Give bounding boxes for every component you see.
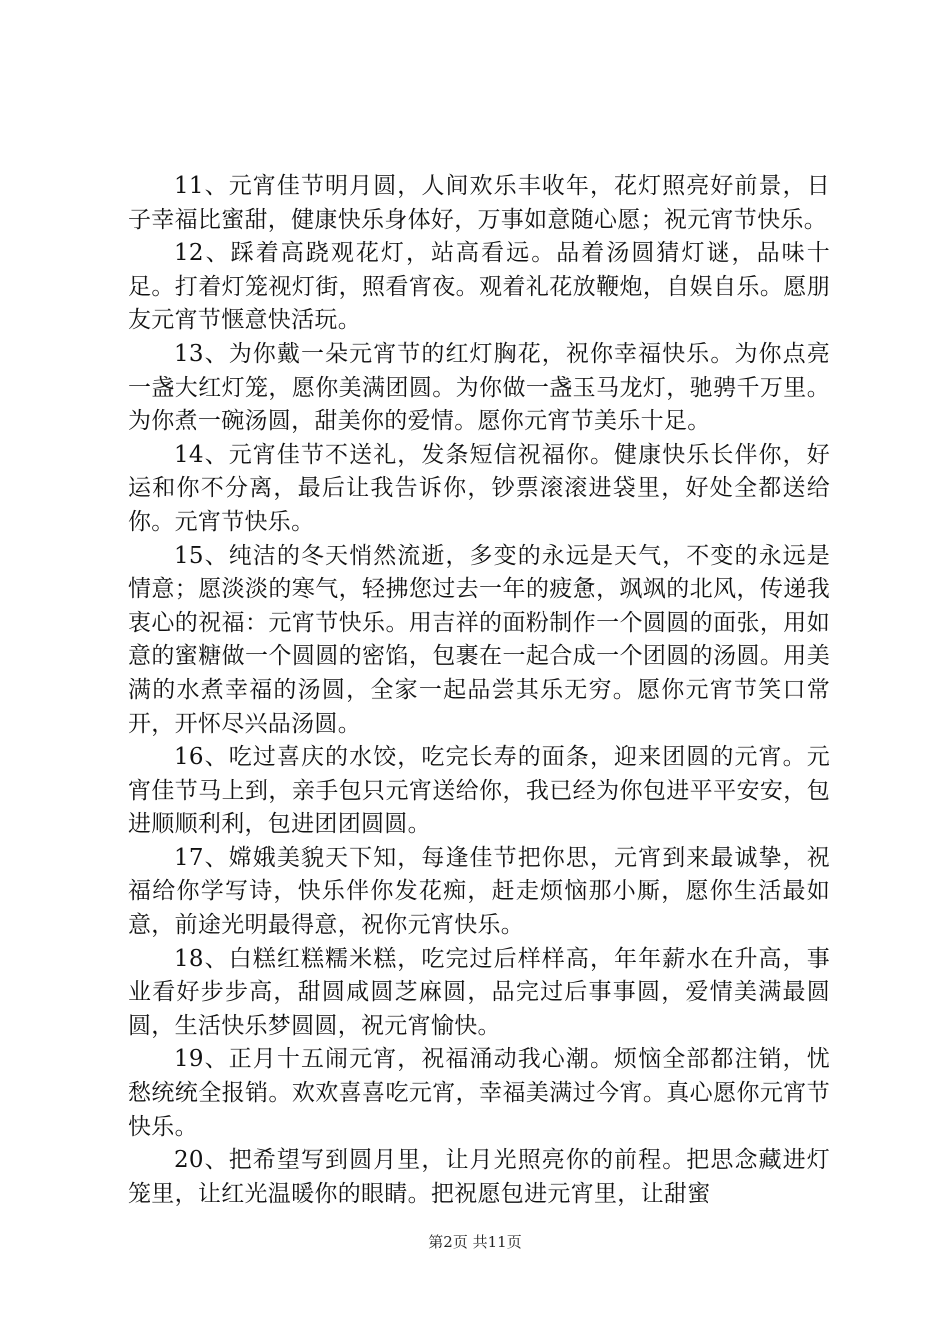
paragraph-13: 13、为你戴一朵元宵节的红灯胸花，祝你幸福快乐。为你点亮一盏大红灯笼，愿你美满团圆。为你做一盏玉马龙灯，驰骋千万里。为你煮一碗汤圆，甜美你的爱情。愿你元宵节美乐十足。 [128,340,830,435]
paragraph-18: 18、白糕红糕糯米糕，吃完过后样样高，年年薪水在升高，事业看好步步高，甜圆咸圆芝麻圆，品完过后事事圆，爱情美满最圆圆，生活快乐梦圆圆，祝元宵愉快。 [128,945,830,1039]
paragraph-11: 11、元宵佳节明月圆，人间欢乐丰收年，花灯照亮好前景，日子幸福比蜜甜，健康快乐身体好，万事如意随心愿；祝元宵节快乐。 [128,173,830,233]
paragraph-14: 14、元宵佳节不送礼，发条短信祝福你。健康快乐长伴你，好运和你不分离，最后让我告诉你，钞票滚滚进袋里，好处全都送给你。元宵节快乐。 [128,441,830,535]
paragraph-20: 20、把希望写到圆月里，让月光照亮你的前程。把思念藏进灯笼里，让红光温暖你的眼睛。把祝愿包进元宵里，让甜蜜 [128,1147,830,1207]
page-number: 第2页 共11页 [428,1233,522,1251]
document-body [128,170,830,1211]
paragraph-12: 12、踩着高跷观花灯，站高看远。品着汤圆猜灯谜，品味十足。打着灯笼视灯街，照看宵夜。观着礼花放鞭炮，自娱自乐。愿朋友元宵节惬意快活玩。 [128,240,830,334]
paragraph-15: 15、纯洁的冬天悄然流逝，多变的永远是天气，不变的永远是情意；愿淡淡的寒气，轻拂您过去一年的疲惫，飒飒的北风，传递我衷心的祝福：元宵节快乐。用吉祥的面粉制作一个圆圆的面张，用如意的蜜糖做一个圆圆的密馅，包裹在一起合成一个团圆的汤圆。用美满的水煮幸福的汤圆，全家一起品尝其乐无穷。愿你元宵节笑口常开，开怀尽兴品汤圆。 [128,542,830,737]
paragraph-17: 17、嫦娥美貌天下知，每逢佳节把你思，元宵到来最诚挚，祝福给你学写诗，快乐伴你发花痴，赶走烦恼那小厮，愿你生活最如意，前途光明最得意，祝你元宵快乐。 [128,844,830,939]
paragraph-19: 19、正月十五闹元宵，祝福涌动我心潮。烦恼全部都注销，忧愁统统全报销。欢欢喜喜吃元宵，幸福美满过今宵。真心愿你元宵节快乐。 [128,1046,830,1140]
paragraph-16: 16、吃过喜庆的水饺，吃完长寿的面条，迎来团圆的元宵。元宵佳节马上到，亲手包只元宵送给你，我已经为你包进平平安安，包进顺顺利利，包进团团圆圆。 [128,744,830,838]
